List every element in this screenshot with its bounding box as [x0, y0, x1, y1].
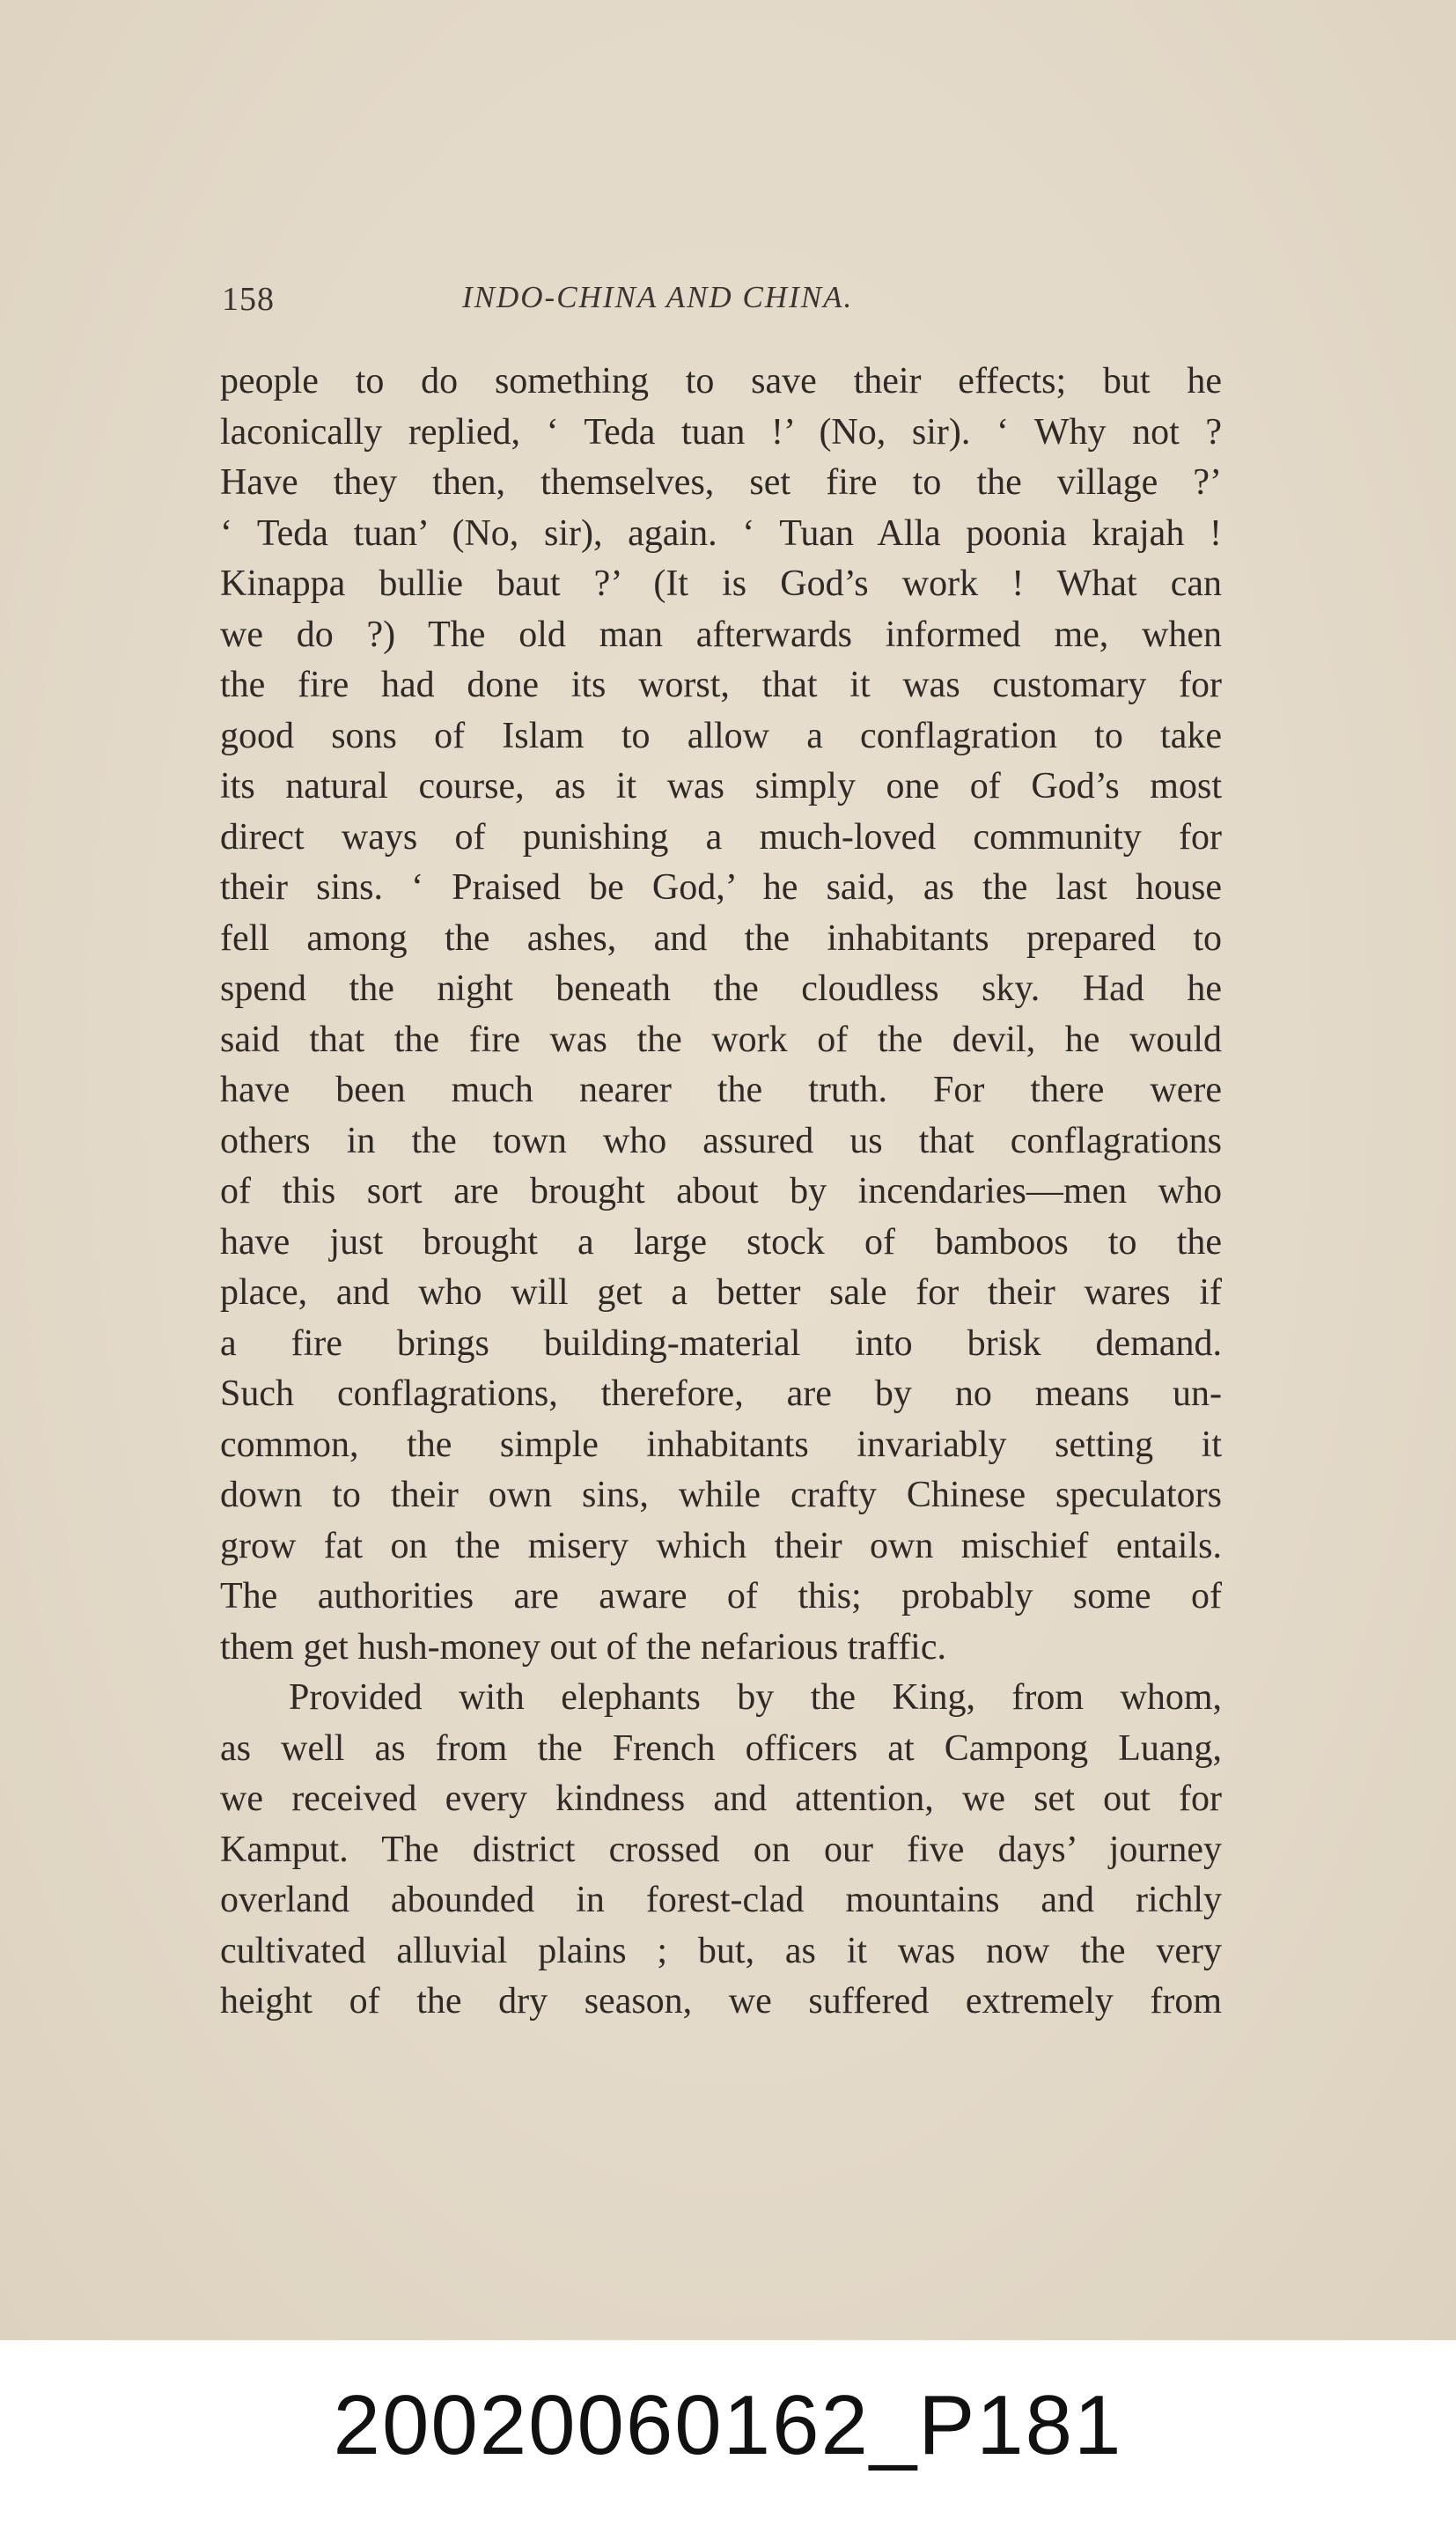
text-line: Such conflagrations, therefore, are by no means un-	[220, 1373, 1222, 1414]
text-line: good sons of Islam to allow a conflagration to take	[220, 715, 1222, 756]
text-line: its natural course, as it was simply one of God’s most	[220, 766, 1222, 806]
text-line: place, and who will get a better sale for their wares if	[220, 1272, 1222, 1313]
text-line: their sins. ‘ Praised be God,’ he said, as the last house	[220, 867, 1222, 908]
text-line: have just brought a large stock of bamboos to the	[220, 1221, 1222, 1263]
scan-id-caption: 20020060162_P181	[333, 2378, 1123, 2472]
text-line: people to do something to save their effects; but he	[220, 361, 1222, 401]
text-line: grow fat on the misery which their own mischief entails.	[220, 1525, 1222, 1566]
text-line: Kinappa bullie baut ?’ (It is God’s work ! What can	[220, 563, 1222, 604]
text-line: Provided with elephants by the King, from whom,	[289, 1677, 1222, 1718]
text-line: them get hush-money out of the nefarious traffic.	[220, 1626, 946, 1668]
text-line: we received every kindness and attention, we set out for	[220, 1778, 1222, 1819]
text-line: said that the fire was the work of the devil, he would	[220, 1019, 1222, 1060]
text-line: have been much nearer the truth. For there were	[220, 1070, 1222, 1110]
text-line: of this sort are brought about by incendaries—men who	[220, 1171, 1222, 1211]
body-text	[220, 357, 1222, 2028]
text-line: others in the town who assured us that conflagrations	[220, 1120, 1222, 1161]
page-number: 158	[222, 281, 275, 318]
text-line: a fire brings building-material into brisk demand.	[220, 1322, 1222, 1364]
text-line: cultivated alluvial plains ; but, as it was now the very	[220, 1930, 1222, 1971]
running-head: INDO-CHINA AND CHINA.	[462, 280, 854, 314]
text-line: height of the dry season, we suffered extremely from	[220, 1981, 1222, 2021]
text-line: spend the night beneath the cloudless sky. Had he	[220, 968, 1222, 1009]
text-line: The authorities are aware of this; probably some of	[220, 1576, 1222, 1616]
text-line: Have they then, themselves, set fire to the village ?’	[220, 462, 1222, 503]
text-line: down to their own sins, while crafty Chinese speculators	[220, 1475, 1222, 1515]
text-line: Kamput. The district crossed on our five days’ journey	[220, 1829, 1222, 1870]
text-line: we do ?) The old man afterwards informed me, when	[220, 614, 1222, 655]
text-line: laconically replied, ‘ Teda tuan !’ (No, sir). ‘ Why not ?	[220, 411, 1222, 453]
text-line: common, the simple inhabitants invariably setting it	[220, 1424, 1222, 1465]
text-line: fell among the ashes, and the inhabitants prepared to	[220, 917, 1222, 959]
text-line: ‘ Teda tuan’ (No, sir), again. ‘ Tuan Alla poonia krajah !	[220, 512, 1222, 554]
text-line: overland abounded in forest-clad mountains and richly	[220, 1880, 1222, 1920]
page-header	[0, 280, 1456, 324]
text-line: the fire had done its worst, that it was customary for	[220, 665, 1222, 705]
text-line: direct ways of punishing a much-loved community for	[220, 816, 1222, 858]
text-line: as well as from the French officers at Campong Luang,	[220, 1727, 1222, 1769]
